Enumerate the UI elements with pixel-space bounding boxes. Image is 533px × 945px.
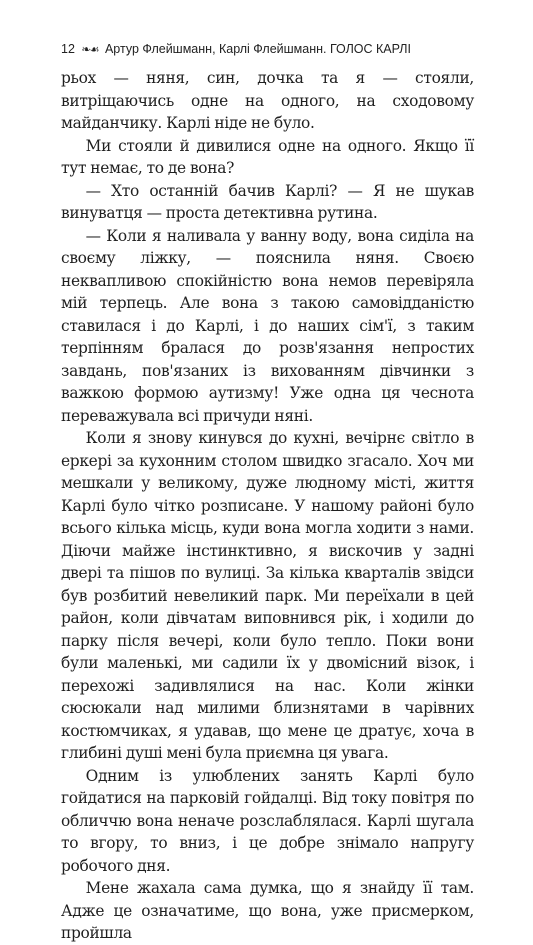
running-header xyxy=(61,41,474,57)
paragraph: Коли я знову кинувся до кухні, вечірнє світло в еркері за кухонним столом швидко згасало. Хоч ми мешкали у великому, дуже людному місті, життя Карлі було чітко розписане. У нашому районі було всього кілька місць, куди вона могла ходити з нами. Діючи майже інстинктивно, я вискочив у задні двері та пішов по вулиці. За кілька кварталів звідси був розбитий невеликий парк. Ми переїхали в цей район, коли дівчатам виповнився рік, і ходили до парку після вечері, коли було тепло. Поки вони були маленькі, ми садили їх у двомісний візок, і перехожі задивлялися на нас. Коли жінки сюсюкали над милими близнятами в чарівних костюмчиках, я удавав, що мене це дратує, хоча в глибині душі мені була приємна ця увага. xyxy=(61,429,474,762)
paragraph: Одним із улюблених занять Карлі було гойдатися на парковій гойдалці. Від току повітря по обличчю вона неначе розслаблялася. Карлі шугала то вгору, то вниз, і це добре знімало напругу робочого дня. xyxy=(61,766,474,875)
paragraph: рьох — няня, син, дочка та я — стояли, витріщаючись одне на одного, на сходовому майданчику. Карлі ніде не було. xyxy=(61,69,474,132)
body-text xyxy=(61,67,474,945)
paragraph: Мене жахала сама думка, що я знайду її там. Адже це означатиме, що вона, уже присмерком, пройшла xyxy=(61,879,474,942)
page-number: 12 xyxy=(61,42,75,56)
running-title: Артур Флейшманн, Карлі Флейшманн. ГОЛОС КАРЛІ xyxy=(104,42,411,56)
ornament-icon: ❧☙ xyxy=(81,44,99,56)
book-page xyxy=(61,41,474,945)
paragraph: Ми стояли й дивилися одне на одного. Якщо її тут немає, то де вона? xyxy=(61,136,474,177)
paragraph: — Коли я наливала у ванну воду, вона сиділа на своєму ліжку, — пояснила няня. Своєю неквапливою спокійністю вона немов перевіряла мій терпець. Але вона з такою самовідданістю ставилася і до Карлі, і до наших сім'ї, з таким терпінням бралася до розв'язання непростих завдань, пов'язаних із вихованням дівчинки з важкою формою аутизму! Уже одна ця чеснота переважувала всі причуди няні. xyxy=(61,226,474,425)
paragraph: — Хто останній бачив Карлі? — Я не шукав винуватця — проста детективна рутина. xyxy=(61,181,474,222)
